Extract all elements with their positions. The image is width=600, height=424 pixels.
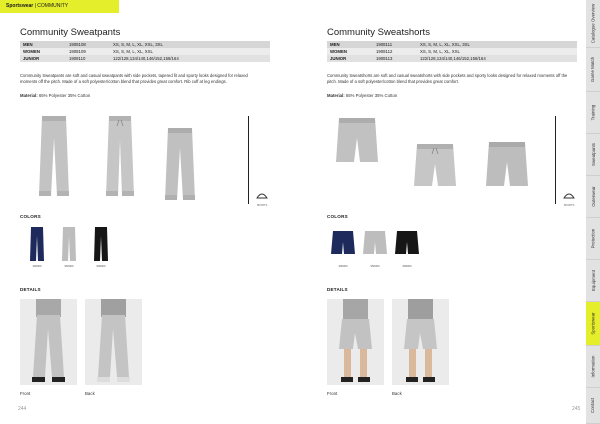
spec-label: MEN [20, 41, 66, 48]
tab-protection[interactable] [586, 218, 600, 260]
detail-photo-back [392, 299, 449, 385]
color-code: 950000 [64, 265, 74, 268]
details-heading: DETAILS [20, 287, 41, 292]
spec-article: 1908109 [66, 48, 110, 55]
colors-heading: COLORS [327, 214, 348, 219]
spec-article: 1908113 [373, 55, 417, 62]
divider-line [248, 116, 249, 204]
spec-label: JUNIOR [327, 55, 373, 62]
color-swatch-navy[interactable] [30, 226, 44, 262]
spec-sizes: 122/128,134/140,146/152,158/164 [110, 55, 270, 62]
tab-equipment[interactable] [586, 260, 600, 302]
tab-label: Outerwear [590, 186, 596, 207]
table-row [327, 48, 577, 55]
tab-outerwear[interactable] [586, 176, 600, 218]
fabric-icon [256, 186, 268, 207]
colors-heading: COLORS [20, 214, 41, 219]
tab-label: Information [590, 355, 596, 378]
color-code: 390000 [32, 265, 42, 268]
color-swatch-grey[interactable] [62, 226, 76, 262]
sweatpants-side-image [102, 114, 138, 200]
left-page [20, 0, 290, 424]
caption-front: Front [20, 391, 31, 396]
product-description: Community Sweatshorts are soft and casual sweatshorts with side pockets and sporty looks designed for relaxed moments off the pitch. Made of a soft polyester/cotton blend that provides great comfort. [327, 73, 568, 85]
spec-article: 1908110 [66, 55, 110, 62]
caption-front: Front [327, 391, 338, 396]
color-swatch-black[interactable] [94, 226, 108, 262]
tab-contact[interactable] [586, 388, 600, 424]
tab-label: Contact [590, 397, 596, 414]
size-table [20, 41, 270, 62]
color-code: 999000 [96, 265, 106, 268]
spec-article: 1908111 [373, 41, 417, 48]
sweatpants-front-image [36, 114, 72, 200]
caption-back: Back [85, 391, 95, 396]
table-row [327, 55, 577, 62]
tab-label: Game Match [590, 56, 596, 83]
spec-sizes: 122/128,134/140,146/152,158/164 [417, 55, 577, 62]
tab-catalogue-overview[interactable] [586, 0, 600, 48]
page-number: 245 [572, 406, 581, 412]
color-code: 950000 [370, 265, 380, 268]
sweatshorts-junior-image [485, 140, 529, 190]
tab-label: Catalogue Overview [590, 3, 596, 44]
tab-label: Equipment [590, 270, 596, 291]
material-line [20, 93, 90, 98]
right-page [327, 0, 597, 424]
table-row [20, 48, 270, 55]
size-table [327, 41, 577, 62]
material-label: Material: [20, 93, 38, 98]
page-title: Community Sweatpants [20, 27, 121, 38]
spec-label: WOMEN [327, 48, 373, 55]
tab-training[interactable] [586, 92, 600, 134]
sweatshorts-front-image [335, 116, 379, 166]
sweatpants-junior-image [162, 126, 198, 204]
fabric-icon [563, 186, 575, 207]
page-number: 244 [18, 406, 27, 412]
spec-sizes: XS, S, M, L, XL, XXL, 3XL [417, 41, 577, 48]
color-swatch-grey[interactable] [363, 230, 387, 256]
divider-line [555, 116, 556, 204]
section-tag-bold: Sportswear [6, 3, 34, 9]
color-swatch-navy[interactable] [331, 230, 355, 256]
section-sidebar [586, 0, 600, 424]
spec-sizes: XS, S, M, L, XL, XXL [110, 48, 270, 55]
fabric-icon-label: SPORTS [256, 204, 268, 207]
page-title: Community Sweatshorts [327, 27, 430, 38]
tab-sportswear[interactable] [586, 302, 600, 346]
detail-photo-front [327, 299, 384, 385]
section-tag-rest: | COMMUNITY [33, 3, 69, 9]
details-heading: DETAILS [327, 287, 348, 292]
sweatshorts-side-image [413, 142, 457, 190]
tab-information[interactable] [586, 346, 600, 388]
tab-label: Sportswear [590, 312, 596, 335]
product-description: Community Sweatpants are soft and casual sweatpants with side pockets, tapered fit and sporty looks designed for relaxed moments off the pitch. Made of a soft polyester/cotton blend that provides great comfort. Rib cuff at leg endings. [20, 73, 248, 85]
detail-photo-front [20, 299, 77, 385]
spec-article: 1908112 [373, 48, 417, 55]
detail-photo-back [85, 299, 142, 385]
color-code: 390000 [338, 265, 348, 268]
fabric-icon-label: SPORTS [563, 204, 575, 207]
spec-article: 1908108 [66, 41, 110, 48]
spec-label: JUNIOR [20, 55, 66, 62]
table-row [20, 41, 270, 48]
spec-label: WOMEN [20, 48, 66, 55]
material-line [327, 93, 397, 98]
spec-sizes: XS, S, M, L, XL, XXL [417, 48, 577, 55]
tab-sweatpants[interactable] [586, 134, 600, 176]
table-row [20, 55, 270, 62]
table-row [327, 41, 577, 48]
spec-label: MEN [327, 41, 373, 48]
tab-label: Training [590, 104, 596, 121]
tab-game-match[interactable] [586, 48, 600, 92]
color-code: 999000 [402, 265, 412, 268]
tab-label: Protection [590, 228, 596, 249]
color-swatch-black[interactable] [395, 230, 419, 256]
material-label: Material: [327, 93, 345, 98]
tab-label: Sweatpants [590, 143, 596, 166]
material-value: 65% Polyester 35% Cotton [37, 93, 91, 98]
caption-back: Back [392, 391, 402, 396]
material-value: 65% Polyester 35% Cotton [344, 93, 398, 98]
spec-sizes: XS, S, M, L, XL, XXL, 3XL [110, 41, 270, 48]
